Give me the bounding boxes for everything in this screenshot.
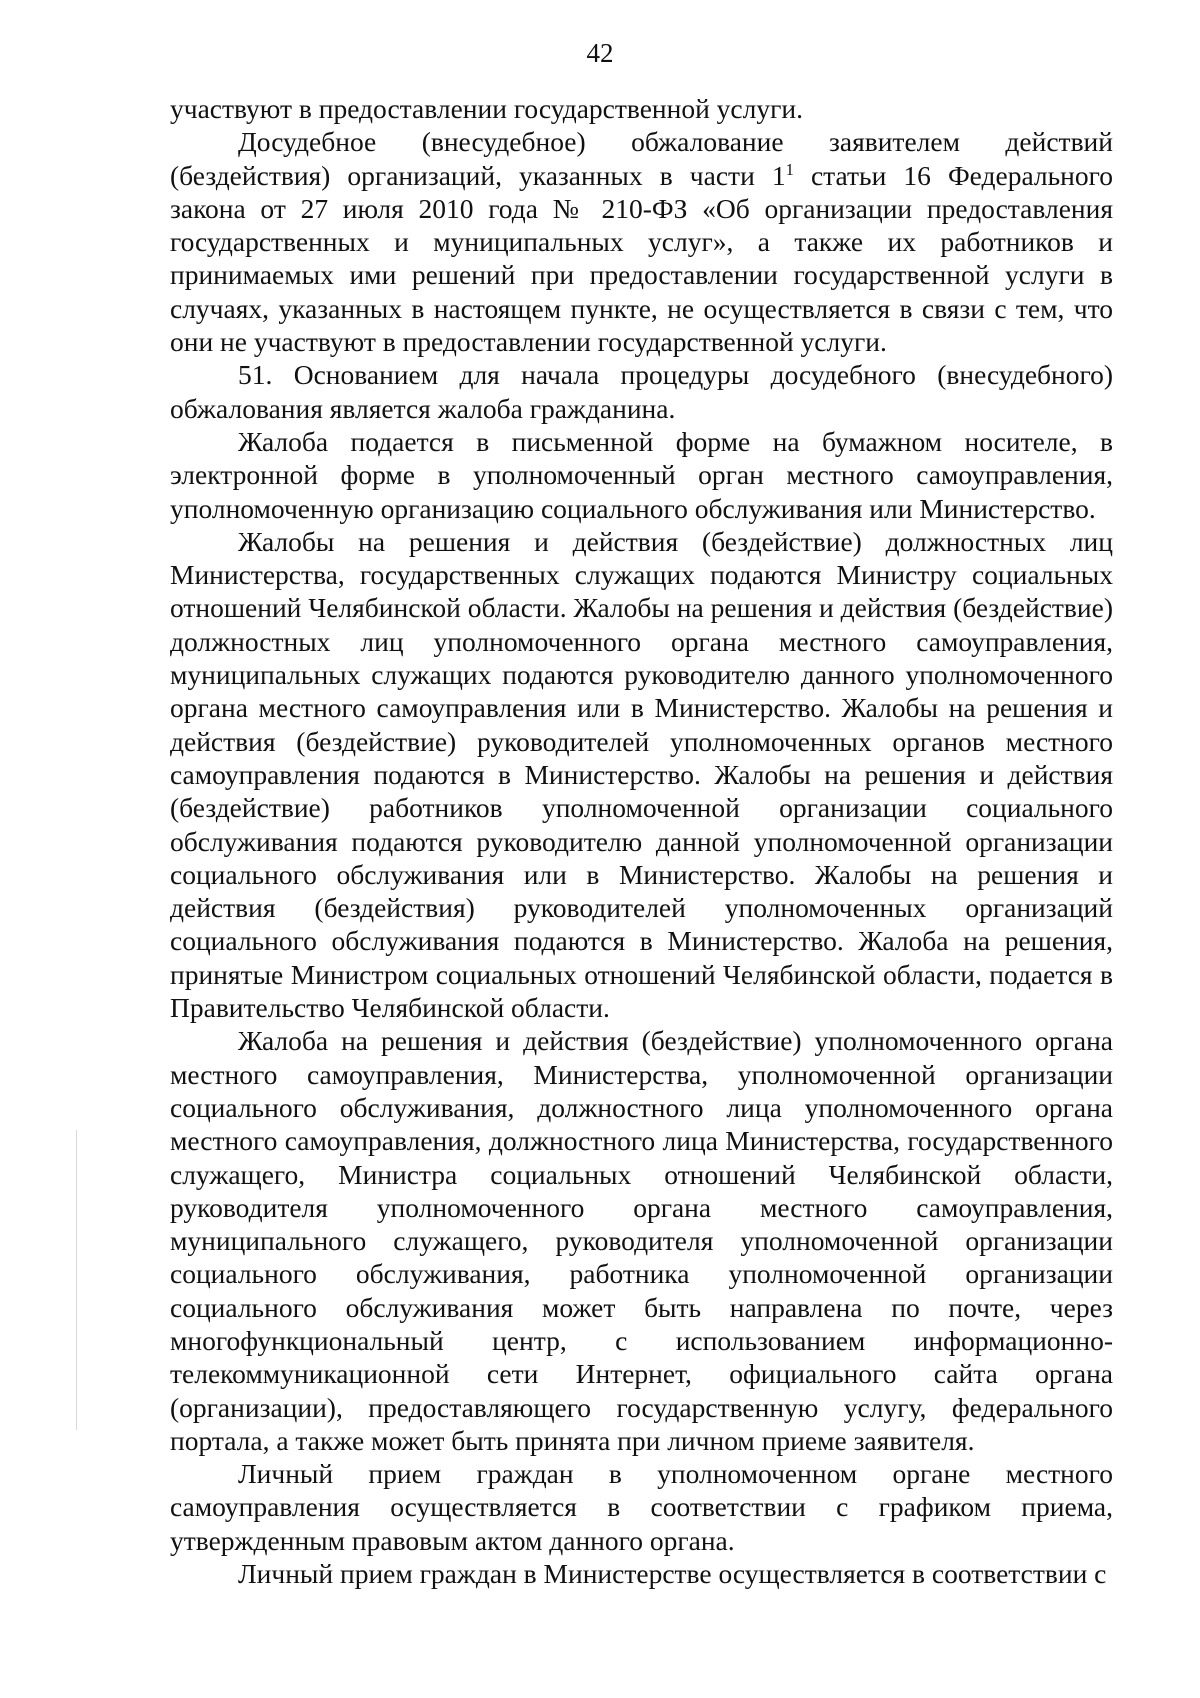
paragraph-pretrial-appeal-exclusion (170, 125, 1113, 358)
paragraph-complaint-form: Жалоба подается в письменной форме на бумажном носителе, в электронной форме в уполномоченный орган местного самоуправления, уполномоченную организацию социального обслуживания или Министерство. (170, 425, 1113, 524)
scan-edge-line (76, 1130, 77, 1430)
paragraph-text: Досудебное (внесудебное) обжалование заявителем действий (бездействия) организаций, указанных в части 1 (170, 126, 1113, 191)
paragraph-personal-reception-ministry: Личный прием граждан в Министерстве осуществляется в соответствии с (238, 1558, 1107, 1590)
paragraph-text-rest: статьи 16 Федерального закона от 27 июля 2010 года № 210-ФЗ «Об организации предоставления государственных и муниципальных услуг», а также их работников и принимаемых ими решений при предоставлении государственной услуги в случаях, указанных в настоящем пункте, не осуществляется в связи с тем, что они не участвуют в предоставлении государственной услуги. (170, 159, 1113, 358)
paragraph-item-51: 51. Основанием для начала процедуры досудебного (внесудебного) обжалования является жалоба гражданина. (170, 359, 1113, 424)
superscript: 1 (785, 159, 794, 179)
document-body (170, 92, 1113, 1590)
paragraph-personal-reception-local: Личный прием граждан в уполномоченном органе местного самоуправления осуществляется в соответствии с графиком приема, утвержденным правовым актом данного органа. (170, 1458, 1113, 1556)
paragraph-complaint-addressees: Жалобы на решения и действия (бездействие) должностных лиц Министерства, государственных служащих подаются Министру социальных отношений Челябинской области. Жалобы на решения и действия (бездействие) должностных лиц уполномоченного органа местного самоуправления, муниципальных служащих подаются руководителю данного уполномоченного органа местного самоуправления или в Министерство. Жалобы на решения и действия (бездействие) руководителей уполномоченных органов местного самоуправления подаются в Министерство. Жалобы на решения и действия (бездействие) работников уполномоченной организации социального обслуживания подаются руководителю данной уполномоченной организации социального обслуживания или в Министерство. Жалобы на решения и действия (бездействия) руководителей уполномоченных организаций социального обслуживания подаются в Министерство. Жалоба на решения, принятые Министром социальных отношений Челябинской области, подается в Правительство Челябинской области. (170, 525, 1113, 1024)
paragraph-continuation: участвуют в предоставлении государственной услуги. (170, 93, 803, 124)
paragraph-complaint-channels: Жалоба на решения и действия (бездействие) уполномоченного органа местного самоуправления, Министерства, уполномоченной организации социального обслуживания, должностного лица уполномоченного органа местного самоуправления, должностного лица Министерства, государственного служащего, Министра социальных отношений Челябинской области, руководителя уполномоченного органа местного самоуправления, муниципального служащего, руководителя уполномоченной организации социального обслуживания, работника уполномоченной организации социального обслуживания может быть направлена по почте, через многофункциональный центр, с использованием информационно-телекоммуникационной сети Интернет, официального сайта органа (организации), предоставляющего государственную услугу, федерального портала, а также может быть принята при личном приеме заявителя. (170, 1025, 1113, 1456)
page-number: 42 (586, 38, 614, 68)
